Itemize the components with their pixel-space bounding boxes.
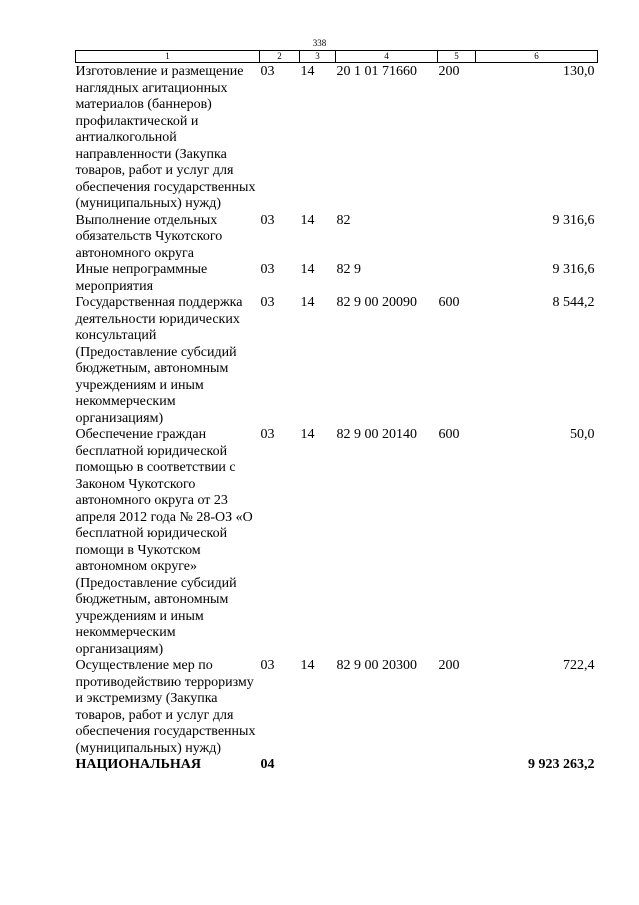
expense-type-cell bbox=[438, 213, 476, 263]
section-code-cell: 03 bbox=[260, 658, 275, 673]
row-name-cell: Иные непрограммные мероприятия bbox=[75, 262, 208, 294]
section-code-cell: 04 bbox=[260, 757, 275, 772]
section-code-cell: 03 bbox=[260, 427, 275, 442]
expense-type-cell: 200 bbox=[438, 64, 460, 79]
column-header: 4 bbox=[336, 51, 438, 63]
column-header: 3 bbox=[300, 51, 336, 63]
expense-type-cell: 600 bbox=[438, 427, 460, 442]
row-name-cell: Обеспечение граждан бесплатной юридической помощью в соответствии с Законом Чукотского автономного округа от 23 апреля 2012 года № 28-ОЗ «О бесплатной юридической помощи в Чукотском автономном округе» (Предоставление субсидий бюджетным, автономным учреждениям и иным некоммерческим организациям) bbox=[75, 427, 253, 657]
section-code-cell: 03 bbox=[260, 64, 275, 79]
subsection-code-cell: 14 bbox=[300, 212, 315, 228]
subsection-code-cell: 14 bbox=[300, 262, 315, 277]
amount-cell: 722,4 bbox=[563, 658, 595, 673]
amount-cell: 9 923 263,2 bbox=[528, 757, 595, 772]
target-article-cell: 82 9 00 20300 bbox=[336, 658, 417, 673]
column-header: 1 bbox=[76, 51, 260, 63]
column-header: 6 bbox=[476, 51, 598, 63]
row-name-cell: НАЦИОНАЛЬНАЯ bbox=[75, 757, 201, 772]
table-row bbox=[76, 427, 598, 658]
table-row bbox=[76, 63, 598, 213]
amount-cell: 9 316,6 bbox=[552, 262, 595, 277]
section-code-cell: 03 bbox=[260, 212, 275, 228]
table-row bbox=[76, 262, 598, 295]
row-name-cell: Осуществление мер по противодействию терроризму и экстремизму (Закупка товаров, работ и услуг для обеспечения государственных (муниципальных) нужд) bbox=[75, 658, 256, 756]
subsection-code-cell: 14 bbox=[300, 658, 315, 673]
amount-cell: 8 544,2 bbox=[552, 295, 595, 310]
subsection-code-cell: 14 bbox=[300, 295, 315, 310]
amount-cell: 9 316,6 bbox=[552, 212, 595, 228]
target-article-cell: 82 bbox=[336, 212, 351, 228]
amount-cell: 50,0 bbox=[570, 427, 595, 442]
table-header-row bbox=[76, 51, 598, 63]
column-header: 5 bbox=[438, 51, 476, 63]
target-article-cell bbox=[336, 757, 438, 774]
target-article-cell: 20 1 01 71660 bbox=[336, 64, 417, 79]
budget-table bbox=[75, 50, 598, 774]
subsection-code-cell: 14 bbox=[300, 427, 315, 442]
expense-type-cell bbox=[438, 262, 476, 295]
row-name-cell: Государственная поддержка деятельности юридических консультаций (Предоставление субсидий бюджетным, автономным учреждениям и иным некоммерческим организациям) bbox=[75, 295, 243, 426]
column-header: 2 bbox=[260, 51, 300, 63]
table-row bbox=[76, 757, 598, 774]
subsection-code-cell: 14 bbox=[300, 64, 315, 79]
expense-type-cell bbox=[438, 757, 476, 774]
table-row bbox=[76, 295, 598, 427]
subsection-code-cell bbox=[300, 757, 336, 774]
expense-type-cell: 200 bbox=[438, 658, 460, 673]
expense-type-cell: 600 bbox=[438, 295, 460, 310]
section-code-cell: 03 bbox=[260, 295, 275, 310]
target-article-cell: 82 9 bbox=[336, 262, 361, 277]
section-code-cell: 03 bbox=[260, 262, 275, 277]
table-row bbox=[76, 658, 598, 757]
amount-cell: 130,0 bbox=[563, 64, 595, 79]
row-name-cell: Изготовление и размещение наглядных агитационных материалов (баннеров) профилактической и антиалкогольной направленности (Закупка товаров, работ и услуг для обеспечения государственных (муниципальных) нужд) bbox=[75, 64, 256, 211]
page-number: 338 bbox=[312, 38, 327, 48]
table-row bbox=[76, 213, 598, 263]
target-article-cell: 82 9 00 20090 bbox=[336, 295, 417, 310]
row-name-cell: Выполнение отдельных обязательств Чукотского автономного округа bbox=[75, 212, 223, 261]
target-article-cell: 82 9 00 20140 bbox=[336, 427, 417, 442]
